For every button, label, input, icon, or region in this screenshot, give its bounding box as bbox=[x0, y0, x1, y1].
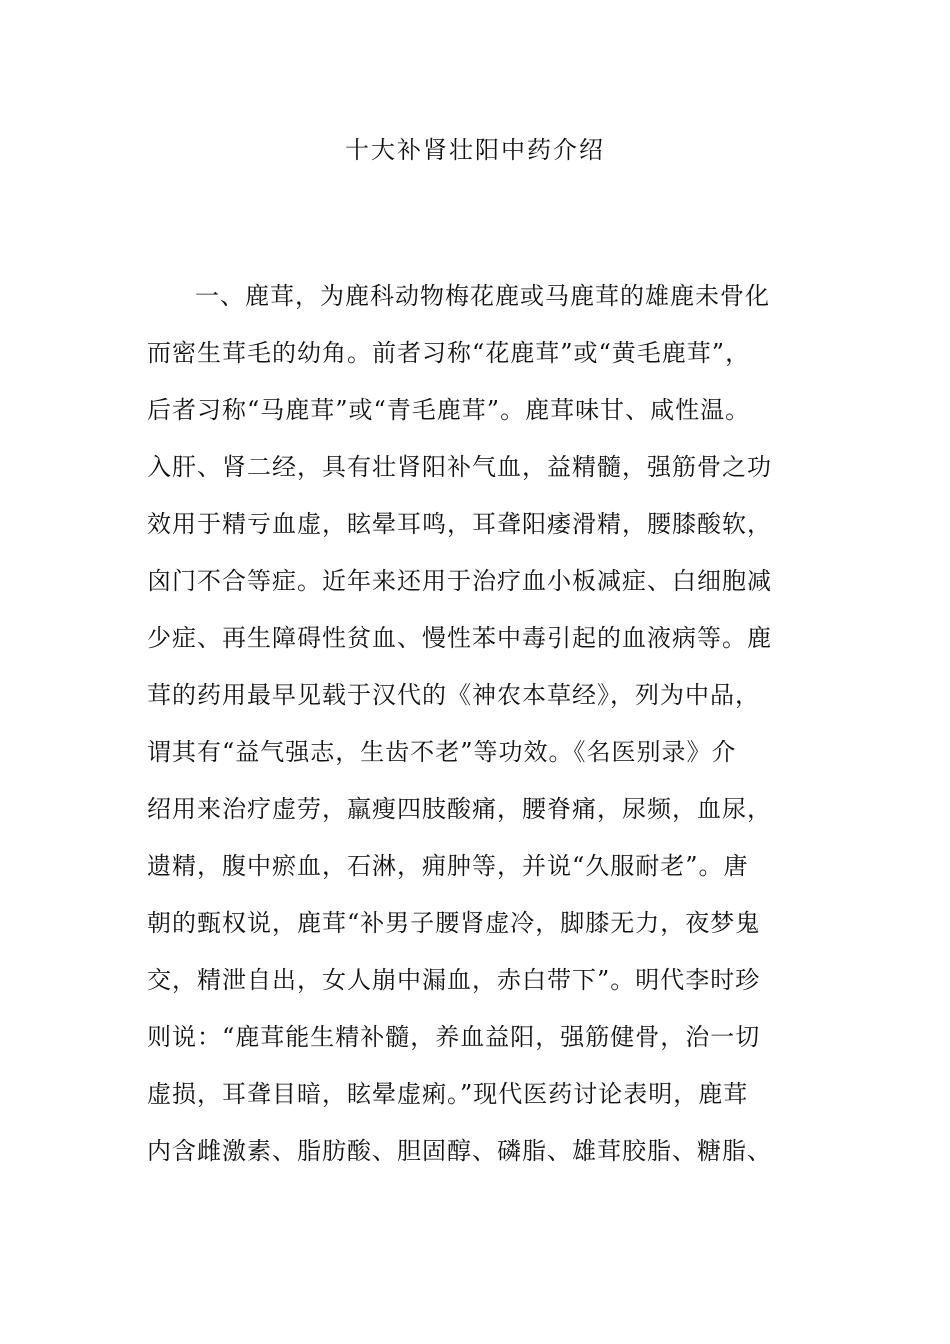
document-title: 十大补肾壮阳中药介绍 bbox=[345, 136, 605, 164]
paragraph-line: 谓其有“益气强志，生齿不老”等功效。《名医别录》介 bbox=[147, 738, 737, 766]
paragraph-line: 效用于精亏血虚，眩晕耳鸣，耳聋阳痿滑精，腰膝酸软， bbox=[147, 510, 772, 538]
paragraph-line: 茸的药用最早见载于汉代的《神农本草经》，列为中品， bbox=[147, 681, 760, 709]
paragraph-line: 后者习称“马鹿茸”或“青毛鹿茸”。鹿茸味甘、咸性温。 bbox=[147, 396, 751, 424]
paragraph-line: 而密生茸毛的幼角。前者习称“花鹿茸”或“黄毛鹿茸”， bbox=[147, 339, 751, 367]
paragraph-line: 则说：“鹿茸能生精补髓，养血益阳，强筋健骨，治一切 bbox=[147, 1023, 761, 1051]
paragraph-line: 遗精，腹中瘀血，石淋，痈肿等，并说“久服耐老”。唐 bbox=[147, 852, 749, 880]
paragraph-line: 绍用来治疗虚劳，羸瘦四肢酸痛，腰脊痛，尿频，血尿， bbox=[147, 795, 772, 823]
paragraph-line: 虚损，耳聋目暗，眩晕虚痢。”现代医药讨论表明，鹿茸 bbox=[147, 1080, 749, 1108]
paragraph-line: 朝的甄权说，鹿茸“补男子腰肾虚冷，脚膝无力，夜梦鬼 bbox=[147, 909, 761, 937]
paragraph-line: 内含雌激素、脂肪酸、胆固醇、磷脂、雄茸胶脂、糖脂、 bbox=[147, 1137, 772, 1165]
paragraph-line: 入肝、肾二经，具有壮肾阳补气血，益精髓，强筋骨之功 bbox=[147, 453, 772, 481]
paragraph-line: 一、鹿茸，为鹿科动物梅花鹿或马鹿茸的雄鹿未骨化 bbox=[195, 282, 770, 310]
paragraph-line: 少症、再生障碍性贫血、慢性苯中毒引起的血液病等。鹿 bbox=[147, 624, 772, 652]
document-body bbox=[147, 268, 807, 1180]
paragraph-line: 囟门不合等症。近年来还用于治疗血小板减症、白细胞减 bbox=[147, 567, 772, 595]
paragraph-line: 交，精泄自出，女人崩中漏血，赤白带下”。明代李时珍 bbox=[147, 966, 761, 994]
